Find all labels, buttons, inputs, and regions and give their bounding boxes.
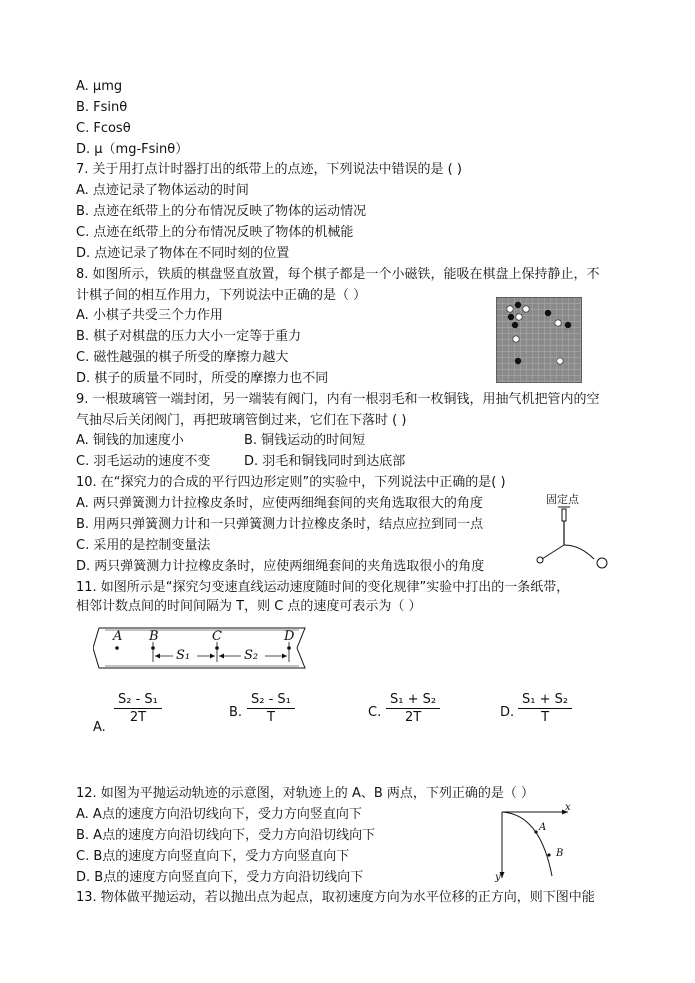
q12-option-a: A. A点的速度方向沿切线向下，受力方向竖直向下 <box>76 807 362 822</box>
q6-option-d: D. μ（mg-Fsinθ） <box>76 142 189 157</box>
q11-option-a-denominator: 2T <box>129 710 147 725</box>
q11-stem-line1: 11. 如图所示是“探究匀变速直线运动速度随时间的变化规律”实验中打出的一条纸带， <box>76 580 570 595</box>
q9-option-b: B. 铜钱运动的时间短 <box>244 433 366 448</box>
q11-option-a-letter: A. <box>93 720 106 735</box>
q9-stem-line1: 9. 一根玻璃管一端封闭，另一端装有阀门，内有一根羽毛和一枚铜钱，用抽气机把管内的空 <box>76 392 600 407</box>
q10-option-b: B. 用两只弹簧测力计和一只弹簧测力计拉橡皮条时，结点应拉到同一点 <box>76 517 484 532</box>
q11-option-c-fraction <box>386 691 440 727</box>
q9-option-d: D. 羽毛和铜钱同时到达底部 <box>244 454 406 469</box>
q10-option-c: C. 采用的是控制变量法 <box>76 538 211 553</box>
paper-tape-figure <box>93 626 311 670</box>
point-b-label: B <box>556 848 564 859</box>
tape-s1-label: S₁ <box>176 648 191 663</box>
q11-option-c-denominator: 2T <box>404 710 422 725</box>
q11-option-d-numerator: S₁ + S₂ <box>518 691 572 709</box>
q11-option-b-numerator: S₂ - S₁ <box>247 691 295 709</box>
rubber-band-figure <box>536 505 616 577</box>
q8-stem-line1: 8. 如图所示，铁质的棋盘竖直放置，每个棋子都是一个小磁铁，能吸在棋盘上保持静止，不 <box>76 267 600 282</box>
q9-option-a: A. 铜钱的加速度小 <box>76 433 184 448</box>
point-a-label: A <box>539 822 547 833</box>
q8-stem-line2: 计棋子间的相互作用力，下列说法中正确的是（ ） <box>76 288 367 303</box>
q6-option-b: B. Fsinθ <box>76 100 128 115</box>
q11-stem-line2: 相邻计数点间的时间间隔为 T，则 C 点的速度可表示为（ ） <box>76 599 422 614</box>
q10-option-d: D. 两只弹簧测力计拉橡皮条时，应使两细绳套间的夹角选取很小的角度 <box>76 559 485 574</box>
q7-option-b: B. 点迹在纸带上的分布情况反映了物体的运动情况 <box>76 204 367 219</box>
tape-point-a: A <box>113 629 123 644</box>
q10-option-a: A. 两只弹簧测力计拉橡皮条时，应使两细绳套间的夹角选取很大的角度 <box>76 496 483 511</box>
q12-option-c: C. B点的速度方向竖直向下，受力方向竖直向下 <box>76 849 350 864</box>
axis-y-label: y <box>495 872 501 883</box>
q12-option-d: D. B点的速度方向竖直向下，受力方向沿切线向下 <box>76 870 364 885</box>
q11-option-d-denominator: T <box>541 710 550 725</box>
q8-option-b: B. 棋子对棋盘的压力大小一定等于重力 <box>76 329 302 344</box>
tape-s2-label: S₂ <box>244 648 259 663</box>
tape-point-c: C <box>212 629 222 644</box>
tape-point-b: B <box>149 629 159 644</box>
chessboard-figure <box>496 297 582 383</box>
axis-x-label: x <box>565 802 571 813</box>
q11-option-b-denominator: T <box>266 710 275 725</box>
q11-option-d-fraction <box>518 691 572 727</box>
q8-option-a: A. 小棋子共受三个力作用 <box>76 308 223 323</box>
fixed-point-label: 固定点 <box>546 493 579 506</box>
q13-stem: 13. 物体做平抛运动，若以抛出点为起点，取初速度方向为水平位移的正方向，则下图中能 <box>76 890 595 905</box>
q11-option-a-fraction <box>114 691 162 727</box>
tape-point-d: D <box>284 629 295 644</box>
q9-option-c: C. 羽毛运动的速度不变 <box>76 454 211 469</box>
q11-option-a-numerator: S₂ - S₁ <box>114 691 162 709</box>
q9-stem-line2: 气抽尽后关闭阀门，再把玻璃管倒过来，它们在下落时 ( ) <box>76 413 407 428</box>
q7-option-c: C. 点迹在纸带上的分布情况反映了物体的机械能 <box>76 225 354 240</box>
q12-stem: 12. 如图为平抛运动轨迹的示意图，对轨迹上的 A、B 两点，下列正确的是（ ） <box>76 786 535 801</box>
q7-option-a: A. 点迹记录了物体运动的时间 <box>76 183 249 198</box>
q7-stem: 7. 关于用打点计时器打出的纸带上的点迹，下列说法中错误的是 ( ) <box>76 162 462 177</box>
q11-option-c-letter: C. <box>368 705 382 720</box>
q7-option-d: D. 点迹记录了物体在不同时刻的位置 <box>76 246 290 261</box>
q11-option-c-numerator: S₁ + S₂ <box>386 691 440 709</box>
q11-option-d-letter: D. <box>500 705 515 720</box>
q12-option-b: B. A点的速度方向沿切线向下，受力方向沿切线向下 <box>76 828 376 843</box>
q8-option-d: D. 棋子的质量不同时，所受的摩擦力也不同 <box>76 371 329 386</box>
q6-option-a: A. μmg <box>76 79 123 94</box>
q8-option-c: C. 磁性越强的棋子所受的摩擦力越大 <box>76 350 289 365</box>
q6-option-c: C. Fcosθ <box>76 121 131 136</box>
q10-stem: 10. 在“探究力的合成的平行四边形定则”的实验中，下列说法中正确的是( ) <box>76 475 506 490</box>
q11-option-b-fraction <box>247 691 295 727</box>
q11-option-b-letter: B. <box>229 705 243 720</box>
projectile-trajectory-figure <box>490 806 580 884</box>
